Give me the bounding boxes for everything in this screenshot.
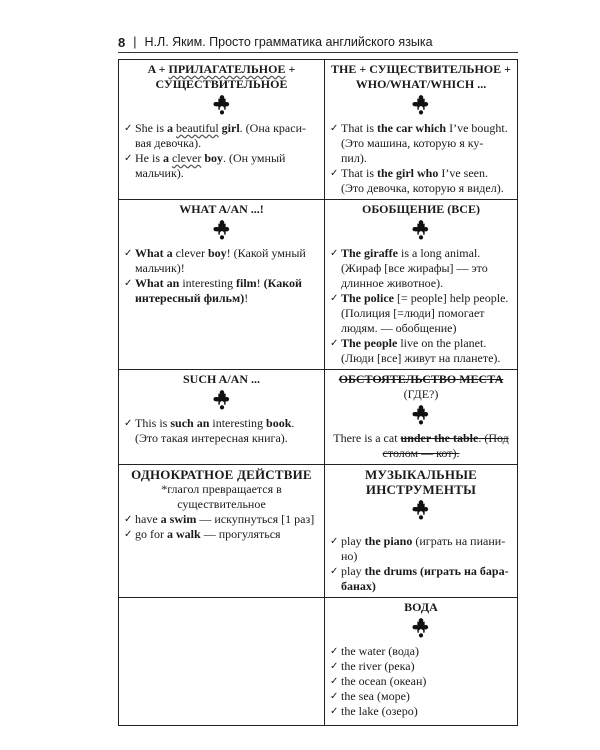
table-row [119, 598, 518, 726]
cell-title: ОБОБЩЕНИЕ (ВСЕ) [362, 202, 480, 216]
cell-title: МУЗЫКАЛЬНЫЕ ИНСТРУМЕНТЫ [364, 467, 478, 497]
table-row [119, 200, 518, 370]
list-item: ✓ go for a walk — прогуляться [124, 527, 319, 542]
cell-the-who [325, 60, 518, 200]
cell-what-a [119, 200, 325, 370]
puzzle-icon [124, 220, 319, 242]
cell-generalization [325, 200, 518, 370]
cell-adjective [119, 60, 325, 200]
puzzle-icon [330, 500, 512, 522]
list-item: ✓ The police [= people] help people. (Полиция [=люди] помогает людям. — обобщение) [330, 291, 512, 336]
cell-single-action [119, 465, 325, 598]
list-item: ✓ The people live on the planet. (Люди [все] живут на планете). [330, 336, 512, 366]
cell-title: THE + СУЩЕСТВИТЕЛЬНОЕ + WHO/WHAT/WHICH ... [331, 62, 511, 91]
cell-empty [119, 598, 325, 726]
puzzle-icon [124, 390, 319, 412]
list-item: ✓ That is the girl who I’ve seen. (Это девочка, которую я видел). [330, 166, 512, 196]
list-item: ✓ the lake (озеро) [330, 704, 512, 719]
cell-place [325, 370, 518, 465]
cell-title: ОБСТОЯТЕЛЬСТВО МЕСТА [338, 372, 504, 386]
puzzle-icon [124, 95, 319, 117]
cell-title: ОДНОКРАТНОЕ ДЕЙСТВИЕ [131, 467, 312, 482]
list-item: ✓ play the drums (играть на бара- банах) [330, 564, 512, 594]
cell-note: *глагол превращается в существительное [161, 482, 282, 511]
header-rule [118, 52, 518, 53]
page-number: 8 [118, 34, 126, 50]
list-item: ✓ the ocean (океан) [330, 674, 512, 689]
cell-water [325, 598, 518, 726]
cell-such-a [119, 370, 325, 465]
list-item: ✓ He is a clever boy. (Он умный мальчик). [124, 151, 319, 181]
list-item: ✓ She is a beautiful girl. (Она краси- вая девочка). [124, 121, 319, 151]
table-row [119, 60, 518, 200]
list-item: ✓ the water (вода) [330, 644, 512, 659]
cell-title: A + ПРИЛАГАТЕЛЬНОЕ + СУЩЕСТВИТЕЛЬНОЕ [147, 62, 296, 91]
grammar-table [118, 59, 518, 726]
running-title: Н.Л. Яким. Просто грамматика английского языка [144, 35, 433, 49]
cell-subtitle: (ГДЕ?) [403, 387, 439, 401]
header-separator: | [133, 35, 137, 49]
puzzle-icon [330, 220, 512, 242]
cell-title: ВОДА [404, 600, 438, 614]
list-item: ✓ This is such an interesting book. (Это такая интересная книга). [124, 416, 319, 446]
cell-title: WHAT A/AN ...! [179, 202, 264, 216]
table-row [119, 370, 518, 465]
list-item: ✓ the sea (море) [330, 689, 512, 704]
puzzle-icon [330, 405, 512, 427]
puzzle-icon [330, 95, 512, 117]
running-header [118, 32, 518, 52]
cell-instruments [325, 465, 518, 598]
list-item: ✓ That is the car which I’ve bought. (Это машина, которую я ку- пил). [330, 121, 512, 166]
list-item: ✓ the river (река) [330, 659, 512, 674]
example-text: There is a cat under the table. (Под столом — кот). [333, 431, 509, 460]
list-item: ✓ What a clever boy! (Какой умный мальчик)! [124, 246, 319, 276]
list-item: ✓ The giraffe is a long animal. (Жираф [все жирафы] — это длинное животное). [330, 246, 512, 291]
list-item: ✓ What an interesting film! (Какой интересный фильм)! [124, 276, 319, 306]
list-item: ✓ have a swim — искупнуться [1 раз] [124, 512, 319, 527]
cell-title: SUCH A/AN ... [182, 372, 260, 386]
table-row [119, 465, 518, 598]
list-item: ✓ play the piano (играть на пиани- но) [330, 534, 512, 564]
puzzle-icon [330, 618, 512, 640]
